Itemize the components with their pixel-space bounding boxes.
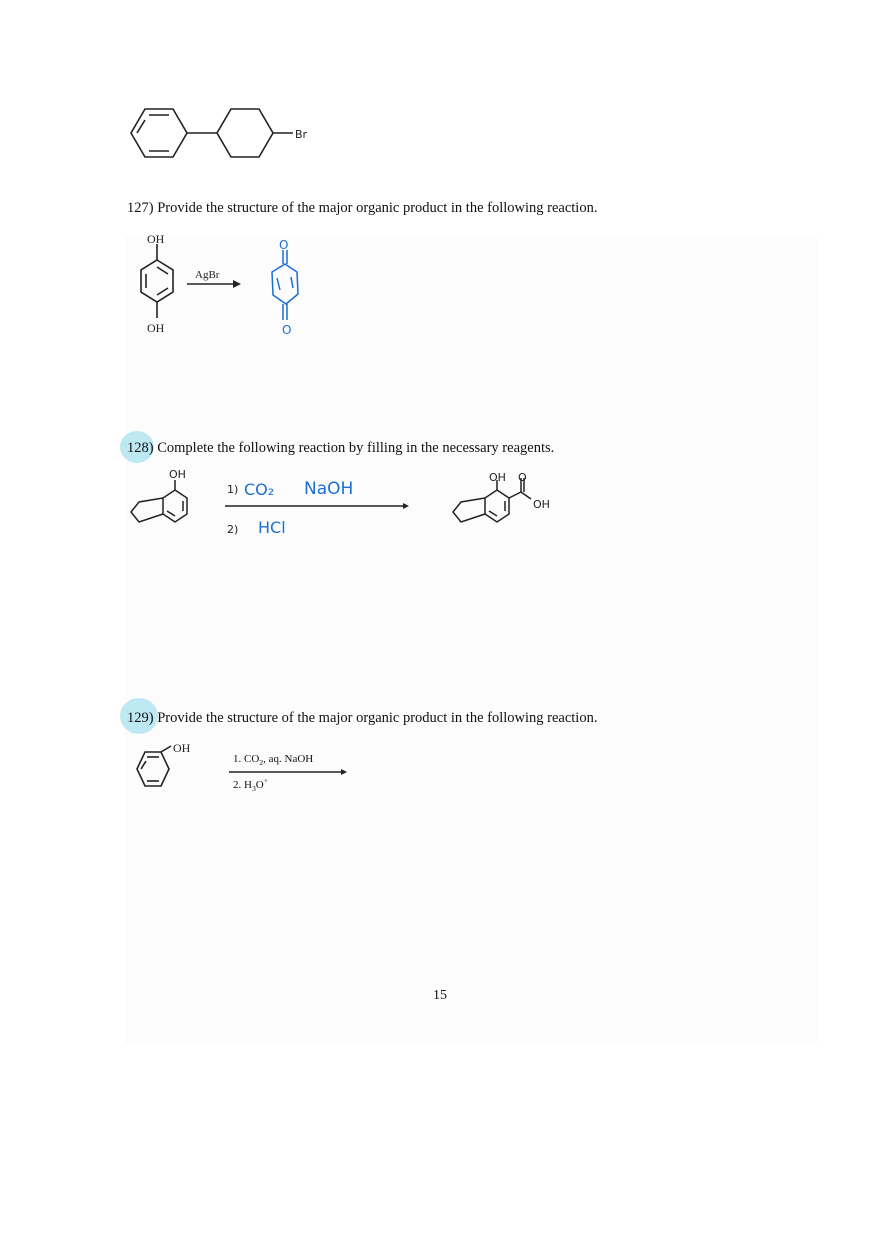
scan-background xyxy=(125,236,818,1044)
handwritten-naoh: NaOH xyxy=(304,479,354,499)
hydroquinone-reaction xyxy=(125,230,315,342)
question-127-text: Provide the structure of the major organic product in the following reaction. xyxy=(157,200,598,216)
indanol-carboxylation-reaction xyxy=(125,466,565,546)
bromine-label: Br xyxy=(295,128,308,141)
question-128-text: Complete the following reaction by filling in the necessary reagents. xyxy=(157,440,555,456)
step-1-suffix: , aq. NaOH xyxy=(263,753,314,765)
reaction-step-1 xyxy=(233,753,313,767)
handwritten-quinone-answer xyxy=(272,250,298,320)
step-1-number: 1) xyxy=(227,483,239,496)
question-129-number: 129) xyxy=(127,710,154,726)
reaction-step-2 xyxy=(233,776,268,793)
handwritten-hcl: HCl xyxy=(258,518,286,537)
hydroquinone-oh-bottom: OH xyxy=(147,321,165,335)
product-acid-oh-label: OH xyxy=(533,498,550,511)
quinone-o-bottom: O xyxy=(282,323,292,337)
handwritten-co2: CO₂ xyxy=(244,480,275,499)
step-1-subscript: 2 xyxy=(259,758,264,767)
question-128-number: 128) xyxy=(127,440,154,456)
step-2-mid: O xyxy=(255,779,264,791)
product-oh-label: OH xyxy=(489,471,506,484)
step-2-prefix: 2. H xyxy=(233,779,252,791)
step-2-number: 2) xyxy=(227,523,239,536)
question-127 xyxy=(127,200,597,217)
step-2-superscript: + xyxy=(263,776,269,785)
quinone-o-top: O xyxy=(279,238,289,252)
page-number: 15 xyxy=(433,988,447,1003)
question-129 xyxy=(127,710,597,727)
step-2-subscript: 3 xyxy=(251,784,256,793)
question-127-number: 127) xyxy=(127,200,154,216)
product-carbonyl-o-label: O xyxy=(518,471,527,484)
step-1-prefix: 1. CO xyxy=(233,753,260,765)
question-128 xyxy=(127,440,554,457)
phenol-oh-label: OH xyxy=(173,741,191,755)
phenylcyclohexyl-bromide-structure xyxy=(125,100,325,164)
reagent-agbr: AgBr xyxy=(195,269,220,281)
hydroquinone-oh-top: OH xyxy=(147,232,165,246)
question-129-text: Provide the structure of the major organic product in the following reaction. xyxy=(157,710,598,726)
reactant-oh-label: OH xyxy=(169,468,186,481)
